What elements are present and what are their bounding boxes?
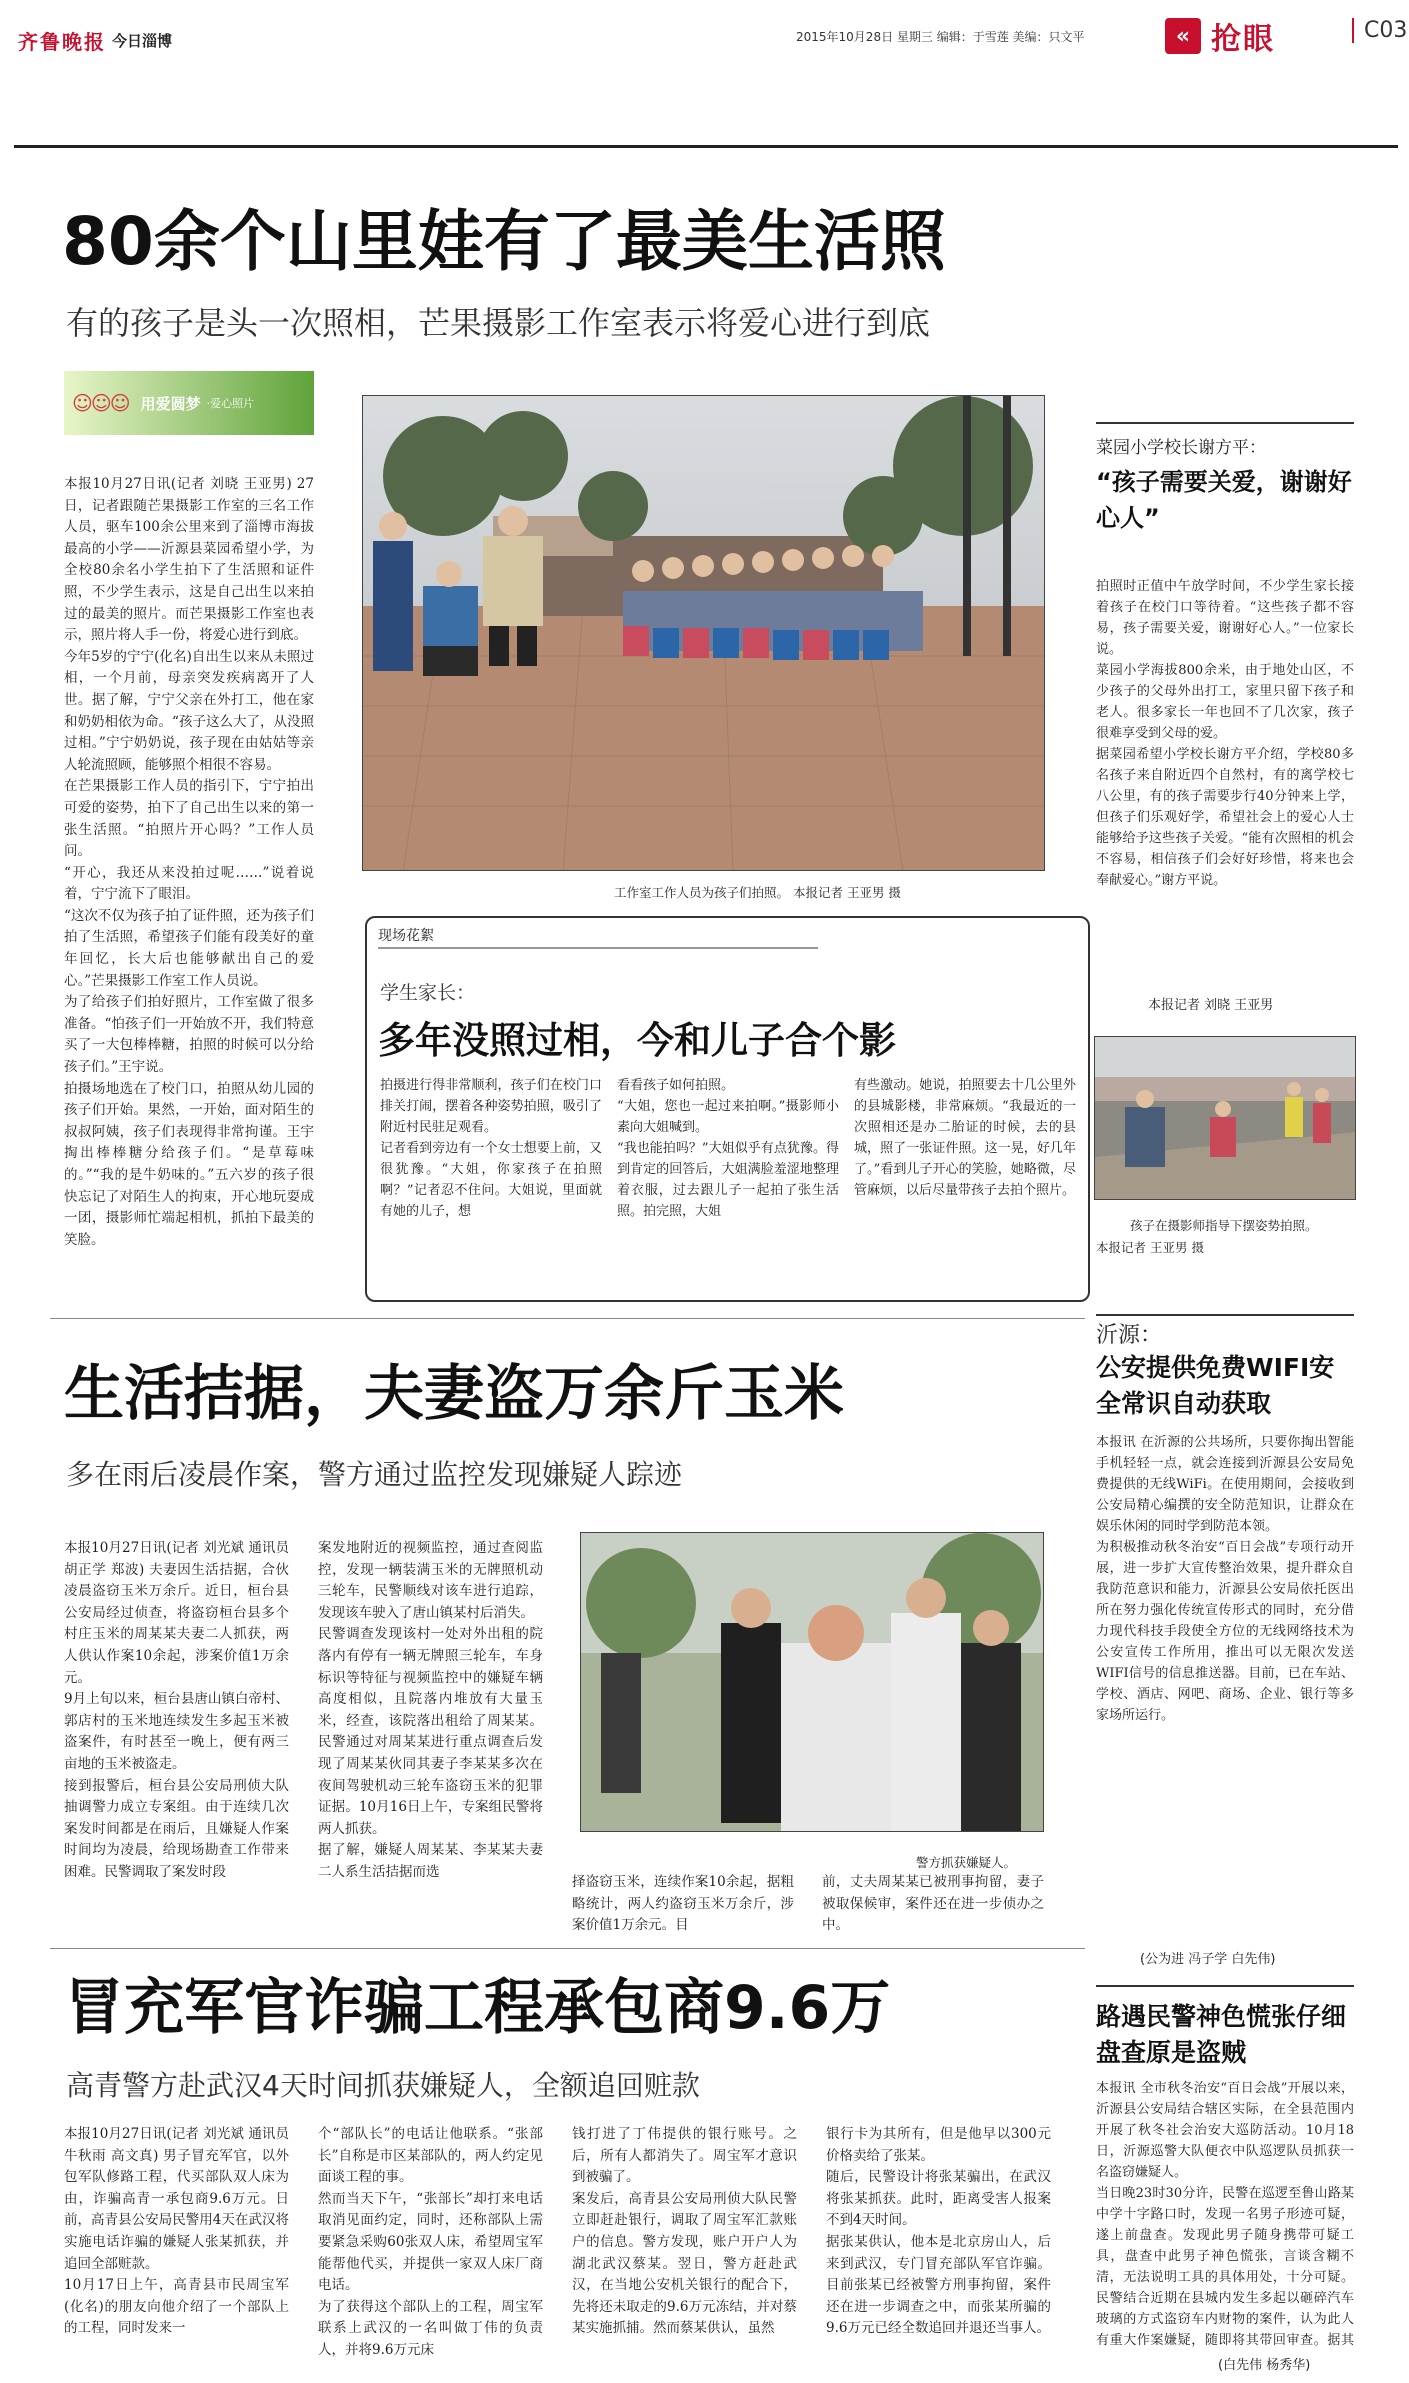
charity-badge: [64, 371, 314, 435]
story2-col-1: 本报10月27日讯(记者 刘光斌 通讯员 胡正学 郑波) 夫妻因生活拮据，合伙凌晨盗窃玉米万余斤。近日，桓台县公安局经过侦查，将盗窃桓台县多个村庄玉米的周某某夫妻二人抓获，两人供认作案10余起，涉案价值1万余元。 9月上旬以来，桓台县唐山镇白帝村、郭店村的玉米地连续发生多起玉米被盗案件，有时甚至一晚上，便有两三亩地的玉米被盗走。 接到报警后，桓台县公安局刑侦大队抽调警力成立专案组。由于连续几次案发时间都是在雨后，且嫌疑人作案时间均为凌晨，给现场勘查工作带来困难。民警调取了案发时段: [64, 1540, 289, 1880]
story2-title: 生活拮据，夫妻盗万余斤玉米: [64, 1359, 844, 1429]
page-number: C03: [1352, 18, 1407, 43]
sidebar1-title: “孩子需要关爱，谢谢好心人”: [1096, 468, 1352, 532]
story3-subtitle: 高青警方赴武汉4天时间抓获嫌疑人，全额追回赃款: [66, 2069, 700, 2102]
sidebar3-title: 路遇民警神色慌张仔细盘查原是盗贼: [1096, 2002, 1347, 2067]
photo-illustration-2: [1095, 1037, 1356, 1200]
column-tag-label: 抢眼: [1211, 22, 1275, 57]
scene-label-rule: [378, 947, 818, 949]
story2-subtitle: 多在雨后凌晨作案，警方通过监控发现嫌疑人踪迹: [66, 1458, 683, 1491]
sidebar1-body: 拍照时正值中午放学时间，不少学生家长接着孩子在校门口等待着。“这些孩子都不容易，孩子需要关爱，谢谢好心人。”一位家长说。 菜园小学海拔800余米，由于地处山区，不少孩子的父母外出打工，家里只留下孩子和老人。很多家长一年也回不了几次家，孩子很难享受到父母的爱。 据菜园希望小学校长谢方平介绍，学校80多名孩子来自附近四个自然村，有的离学校七八公里，有的孩子需要步行40分钟来上学，但孩子们乐观好学，希望社会上的爱心人士能够给予这些孩子关爱。“能有次照相的机会不容易，相信孩子们会好好珍惜，将来也会奉献爱心。”谢方平说。: [1096, 579, 1354, 888]
story1-title: 80余个山里娃有了最美生活照: [62, 203, 946, 280]
story-divider-1: [50, 1318, 1085, 1319]
sidebar3-body: 本报讯 全市秋冬治安“百日会战”开展以来，沂源县公安局结合辖区实际，在全县范围内开展了秋冬社会治安大巡防活动。10月18日，沂源巡警大队便衣中队巡逻队员抓获一名盗窃嫌疑人。 当日晚23时30分许，民警在巡逻至鲁山路某中学十字路口时，发现一名男子形迹可疑，遂上前盘查。发现此男子随身携带可疑工具，盘查中此男子神色慌张，言谈含糊不清，无法说明工具的具体用处，十分可疑。民警结合近期在县城内发生多起以砸碎汽车玻璃的方式盗窃车内财物的案件，认为此人有重大作案嫌疑，随即将其带回审查。据其: [1096, 2081, 1354, 2348]
story1-body: 本报10月27日讯(记者 刘晓 王亚男) 27日，记者跟随芒果摄影工作室的三名工作人员，驱车100余公里来到了淄博市海拔最高的小学——沂源县菜园希望小学，为全校80余名小学生拍下了生活照和证件照，不少学生表示，这是自己出生以来拍过的最美的照片。而芒果摄影工作室也表示，照片将人手一份，将爱心进行到底。 今年5岁的宁宁(化名)自出生以来从未照过相，一个月前，母亲突发疾病离开了人世。据了解，宁宁父亲在外打工，他在家和奶奶相依为命。“孩子这么大了，从没照过相。”宁宁奶奶说，孩子现在由姑姑等亲人轮流照顾，能够照个相很不容易。 在芒果摄影工作人员的指引下，宁宁拍出可爱的姿势，拍下了自己出生以来的第一张生活照。“拍照片开心吗？”工作人员问。 “开心，我还从来没拍过呢……”说着说着，宁宁流下了眼泪。 “这次不仅为孩子拍了证件照，还为孩子们拍了生活照，希望孩子们能有段美好的童年回忆，长大后也能够献出自己的爱心。”芒果摄影工作室工作人员说。 为了给孩子们拍好照片，工作室做了很多准备。“怕孩子们一开始放不开，我们特意买了一大包棒棒糖，拍照的时候可以分给孩子们。”王宇说。 拍摄场地选在了校门口，拍照从幼儿园的孩子们开始。果然，一开始，面对陌生的叔叔阿姨，孩子们表现得非常拘谨。王宇掏出棒棒糖分给孩子们。“是草莓味的。”“我的是牛奶味的。”五六岁的孩子很快忘记了对陌生人的拘束，开心地玩耍成一团，摄影师忙端起相机，抓拍下最美的笑脸。: [64, 476, 314, 1248]
story3-col-4: 银行卡为其所有，但是他早以300元价格卖给了张某。 随后，民警设计将张某骗出，在武汉将张某抓获。此时，距离受害人报案不到4天时间。 据张某供认，他本是北京房山人，后来到武汉，专门冒充部队军官诈骗。目前张某已经被警方刑事拘留，案件还在进一步调查之中，而张某所骗的9.6万元已经全数追回并退还当事人。: [826, 2126, 1051, 2337]
story2-col-4: 前，丈夫周某某已被刑事拘留，妻子被取保候审，案件还在进一步侦办之中。: [822, 1874, 1044, 1934]
sidebar2-body: 本报讯 在沂源的公共场所，只要你掏出智能手机轻轻一点，就会连接到沂源县公安局免费提供的无线WiFi。在使用期间，会接收到公安局精心编撰的安全防范知识，让群众在娱乐休闲的同时学到防范本领。 为积极推动秋冬治安“百日会战”专项行动开展，进一步扩大宣传整治效果，提升群众自我防范意识和能力，沂源县公安局依托医出所在努力强化传统宣传形式的同时，充分借力现代科技手段使全方位的无线网络技术为公安宣传工作所用，推出可以无限次发送WIFI信号的信息推送器。目前，已在车站、学校、酒店、网吧、商场、企业、银行等多家场所运行。: [1096, 1435, 1354, 1723]
sidebar1-photo-caption-1: 孩子在摄影师指导下摆姿势拍照。: [1130, 1218, 1318, 1233]
sidebar2-byline: (公为进 冯子学 白先伟): [1140, 1952, 1276, 1967]
double-chevron-icon: «: [1165, 18, 1201, 54]
masthead-rule: [14, 145, 1398, 148]
story3-col-3: 钱打进了丁伟提供的银行账号。之后，所有人都消失了。周宝军才意识到被骗了。 案发后，高青县公安局刑侦大队民警立即赶赴银行，调取了周宝军汇款账户的信息。警方发现，账户开户人为湖北武汉蔡某。翌日，警方赶赴武汉，在当地公安机关银行的配合下，先将还未取走的9.6万元冻结，并对蔡某实施抓捕。然而蔡某供认，虽然: [572, 2126, 797, 2337]
story-divider-2: [50, 1948, 1085, 1949]
scene-box-title: 多年没照过相，今和儿子合个影: [378, 1019, 896, 1062]
sidebar2-title: 公安提供免费WIFI安全常识自动获取: [1096, 1353, 1335, 1418]
badge-title: 用爱圆梦: [140, 394, 201, 413]
scene-col-1: 拍摄进行得非常顺利，孩子们在校门口排关打闹，摆着各种姿势拍照，吸引了附近村民驻足观看。 记者看到旁边有一个女士想要上前，又很犹豫。“大姐，你家孩子在拍照啊？”记者忍不住问。大姐说，里面就有她的儿子，想: [380, 1078, 602, 1219]
scene-box-kicker: 学生家长：: [380, 982, 476, 1004]
badge-subtitle: ·爱心照片: [206, 397, 255, 410]
story2-col-3: 择盗窃玉米，连续作案10余起，据粗略统计，两人约盗窃玉米万余斤，涉案价值1万余元。目: [572, 1874, 794, 1934]
newspaper-logo: 齐鲁晚报: [18, 30, 106, 54]
scene-col-3: 有些激动。她说，拍照要去十几公里外的县城影楼，非常麻烦。“我最近的一次照相还是办二胎证的时候，去的县城，照了一张证件照。这一晃，好几年了。”看到儿子开心的笑脸，她略微，尽管麻烦，以后尽量带孩子去拍个照片。: [854, 1078, 1076, 1198]
sidebar1-kicker: 菜园小学校长谢方平：: [1096, 438, 1266, 458]
children-icon: ☺☺☺: [72, 391, 129, 415]
photo-illustration: [363, 396, 1045, 871]
sidebar2-rule: [1096, 1314, 1354, 1316]
story1-subtitle: 有的孩子是头一次照相，芒果摄影工作室表示将爱心进行到底: [66, 304, 931, 342]
story3-title: 冒充军官诈骗工程承包商9.6万: [64, 1973, 891, 2043]
sidebar3-rule: [1096, 1985, 1354, 1987]
story1-photo-caption: 工作室工作人员为孩子们拍照。 本报记者 王亚男 摄: [614, 885, 901, 900]
section-name: 今日淄博: [112, 32, 173, 50]
story2-col-2: 案发地附近的视频监控，通过查阅监控，发现一辆装满玉米的无牌照机动三轮车，民警顺线对该车进行追踪，发现该车驶入了唐山镇某村后消失。 民警调查发现该村一处对外出租的院落内有停有一辆无牌照三轮车，车身标识等特征与视频监控中的嫌疑车辆高度相似，且院落内堆放有大量玉米，经查，该院落出租给了周某某。民警通过对周某某进行重点调查后发现了周某某伙同其妻子李某某多次在夜间驾驶机动三轮车盗窃玉米的犯罪证据。10月16日上午，专案组民警将两人抓获。 据了解，嫌疑人周某某、李某某夫妻二人系生活拮据而选: [318, 1540, 543, 1880]
arrest-photo: [580, 1532, 1044, 1832]
sidebar1-rule: [1096, 422, 1354, 424]
issue-meta: 2015年10月28日 星期三 编辑：于雪莲 美编：只文平: [796, 30, 1085, 44]
scene-col-2: 看看孩子如何拍照。 “大姐，您也一起过来拍啊。”摄影师小素向大姐喊到。 “我也能拍吗？”大姐似乎有点犹豫。得到肯定的回答后，大姐满脸羞涩地整理着衣服，过去跟儿子一起拍了张生活照。拍完照，大姐: [617, 1078, 839, 1219]
photographer-kids-photo: [362, 395, 1045, 871]
story3-col-1: 本报10月27日讯(记者 刘光斌 通讯员 牛秋雨 高文真) 男子冒充军官，以外包军队修路工程，代买部队双人床为由，诈骗高青一承包商9.6万元。日前，高青县公安局民警用4天在武汉将实施电话诈骗的嫌疑人张某抓获，并追回全部赃款。 10月17日上午，高青县市民周宝军(化名)的朋友向他介绍了一个部队上的工程，同时发来一: [64, 2126, 289, 2337]
story2-photo-caption: 警方抓获嫌疑人。: [916, 1855, 1017, 1870]
sidebar1-photo-caption-2: 本报记者 王亚男 摄: [1096, 1240, 1204, 1255]
kids-posing-photo: [1094, 1036, 1356, 1200]
story3-col-2: 个“部队长”的电话让他联系。“张部长”自称是市区某部队的，两人约定见面谈工程的事。 然而当天下午，“张部长”却打来电话取消见面约定，同时，还称部队上需要紧急采购60张双人床，希望周宝军能帮他代买，并提供一家双人床厂商电话。 为了获得这个部队上的工程，周宝军联系上武汉的一名叫做丁伟的负责人，并将9.6万元床: [318, 2126, 543, 2358]
sidebar1-byline: 本报记者 刘晓 王亚男: [1148, 998, 1274, 1013]
photo-illustration-3: [581, 1533, 1044, 1832]
scene-box-label: 现场花絮: [378, 928, 434, 944]
sidebar3-byline: (白先伟 杨秀华): [1218, 2358, 1311, 2373]
sidebar2-kicker: 沂源：: [1096, 1323, 1163, 1348]
column-tag: [1165, 14, 1335, 58]
